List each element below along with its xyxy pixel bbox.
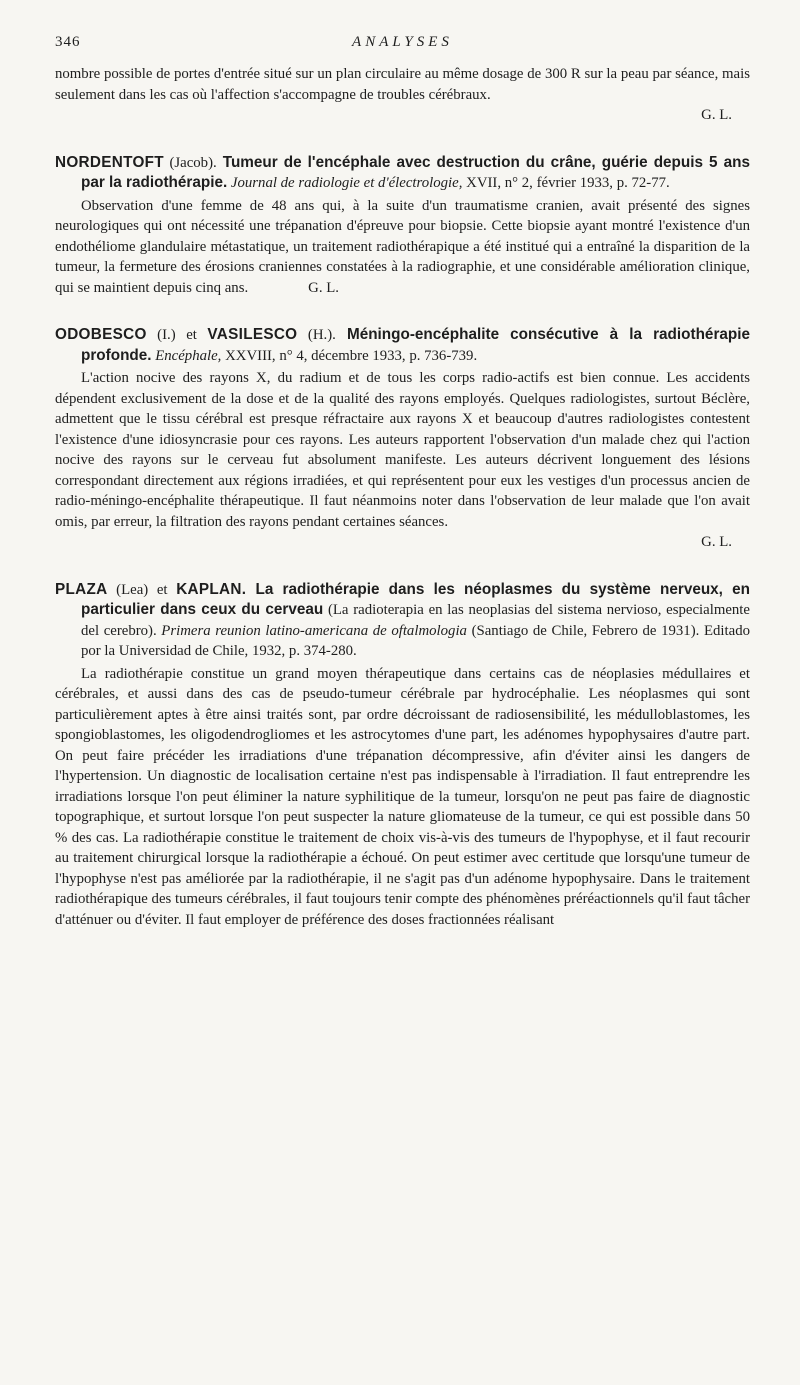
entry-author-2: VASILESCO (207, 326, 298, 343)
page-number: 346 (55, 34, 81, 50)
review-entry-odobesco (55, 325, 750, 553)
intro-signature: G. L. (701, 107, 732, 123)
entry-reference: (Santiago de Chile, Febrero de 1931). Editado por la Universidad de Chile, 1932, p. 374-280. (81, 622, 750, 659)
running-head: ANALYSES (352, 34, 453, 50)
review-entry-plaza (55, 580, 750, 931)
entry-author: NORDENTOFT (55, 153, 164, 171)
entry-author-2: KAPLAN. (176, 580, 247, 598)
entry-author-detail: (I.) et (146, 327, 208, 343)
intro-continuation (55, 64, 750, 126)
entry-signature: G. L. (308, 279, 339, 296)
entry-journal: Journal de radiologie et d'électrologie, (227, 175, 463, 191)
entry-body: L'action nocive des rayons X, du radium et de tous les corps radio-actifs est bien connue. Les accidents dépendent exclusivement de la dose et de la qualité des rayons employés. Quelques radiologistes, surtout Béclère, admettent que le tissu cérébral est presque réfractaire aux rayons X et beaucoup d'autres radiologistes contestent l'existence d'une idiosyncrasie pour ces rayons. Les auteurs rapportent l'observation d'un malade chez qui l'action nocive des rayons sur le cerveau fut absolument manifeste. Les auteurs décrivent longuement des lésions correspondant directement aux régions irradiées, et qui représentent pour eux les vestiges d'un processus ancien de radio-méningo-encéphalite thérapeutique. Il faut néanmoins noter dans l'observation de leur malade que l'on avait omis, par erreur, la filtration des rayons pendant certaines séances. (55, 370, 750, 530)
page-header (55, 34, 750, 64)
entry-author: PLAZA (55, 580, 108, 598)
entry-title-note: (La radioterapia en las neoplasias del sistema nervioso, especialmente del cerebro). (81, 602, 750, 639)
entry-reference: XVII, n° 2, février 1933, p. 72-77. (462, 175, 670, 191)
intro-text: nombre possible de portes d'entrée situé sur un plan circulaire au même dosage de 300 R sur la peau par séance, mais seulement dans les cas où l'affection s'accompagne de troubles cérébraux. (55, 66, 750, 103)
entry-author-detail: (Jacob). (163, 154, 217, 171)
entry-citation (55, 580, 750, 662)
entry-author-detail: (Lea) et (107, 581, 177, 598)
entry-citation (55, 153, 750, 194)
entry-body: La radiothérapie constitue un grand moyen thérapeutique dans certains cas de néoplasies médullaires et cérébrales, et aussi dans des cas de pseudo-tumeur cérébrale par hydrocéphalie. Les néoplasmes qui sont particulièrement aptes à être ainsi traités sont, par ordre décroissant de radiosensibilité, les médulloblastomes, les spongioblastomes, les oligodendrogliomes et les astrocytomes d'une part, les adénomes hypophysaires d'autre part. On peut faire précéder les irradiations d'une trépanation décompressive, afin d'éviter ainsi les dangers de l'hypertension. Un diagnostic de localisation certaine n'est pas indispensable à l'irradiation. Il faut entreprendre les irradiations lorsque l'on peut éliminer la nature syphilitique de la tumeur, lorsqu'on ne peut pas faire de diagnostic topographique, et surtout lorsque l'on peut suspecter la nature gliomateuse de la tumeur, ce qui est possible dans 50 % des cas. La radiothérapie constitue le traitement de choix vis-à-vis des tumeurs de l'hypophyse, et il faut recourir au traitement chirurgical lorsque la radiothérapie a échoué. On peut estimer avec certitude que lorsqu'une tumeur de l'hypophyse n'est pas améliorée par la radiothérapie, il ne s'agit pas d'un adénome hypophysaire. Dans le traitement radiothérapique des tumeurs cérébrales, il faut toujours tenir compte des phénomènes préréactionnels qu'il faut tâcher d'atténuer ou d'éviter. Il faut employer de préférence des doses fractionnées réalisant (55, 665, 750, 928)
entry-body: Observation d'une femme de 48 ans qui, à la suite d'un traumatisme cranien, avait présenté des signes neurologiques qui ont nécessité une trépanation d'épreuve pour biopsie. Cette biopsie ayant montré l'existence d'un endothéliome glandulaire métastatique, un traitement radiothérapique a été institué qui a entraîné la disparition de la tumeur, la fermeture des érosions craniennes constatées à la radiographie, et une considérable amélioration clinique, qui se maintient depuis cinq ans. G. L. (55, 197, 750, 296)
page (55, 34, 750, 930)
entry-journal: Encéphale, (151, 347, 222, 364)
entry-title: Méningo-encéphalite consécutive à la radiothérapie profonde. (81, 326, 751, 364)
entry-journal: Primera reunion latino-americana de oftalmologia (156, 622, 467, 639)
entry-author: ODOBESCO (55, 326, 147, 343)
review-entry-nordentoft (55, 153, 750, 299)
entry-title: Tumeur de l'encéphale avec destruction du crâne, guérie depuis 5 ans par la radiothérapie. (81, 153, 750, 191)
entry-title: La radiothérapie dans les néoplasmes du système nerveux, en particulier dans ceux du cerveau (81, 580, 750, 618)
entry-author-detail-2: (H.). (297, 327, 336, 343)
entry-reference: XXVIII, n° 4, décembre 1933, p. 736-739. (221, 347, 478, 364)
entry-signature: G. L. (701, 534, 732, 550)
entry-citation (55, 325, 750, 366)
